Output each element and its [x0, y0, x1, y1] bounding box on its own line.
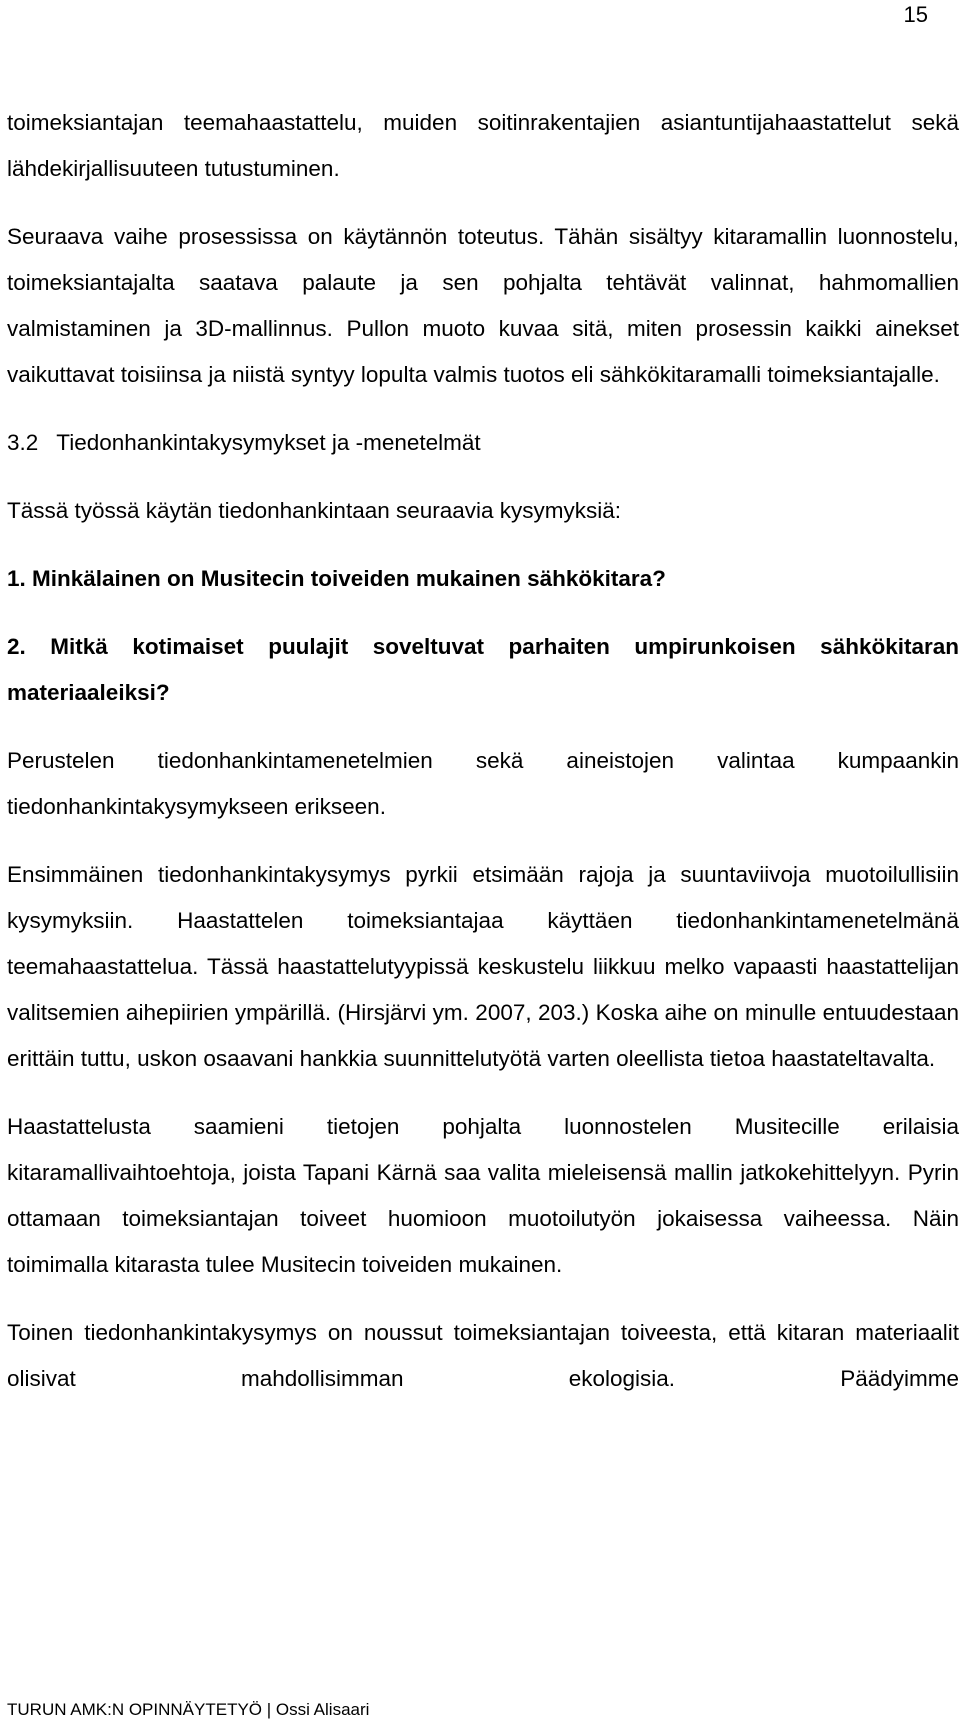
paragraph-first-question: Ensimmäinen tiedonhankintakysymys pyrkii etsimään rajoja ja suuntaviivoja muotoilullisiin kysymyksiin. Haastattelen toimeksiantajaa käyttäen tiedonhankintamenetelmänä teemahaastattelua. Tässä haastattelutyypissä keskustelu liikkuu melko vapaasti haastattelijan valitsemien aihepiirien ympärillä. (Hirsjärvi ym. 2007, 203.) Koska aihe on minulle entuudestaan erittäin tuttu, uskon osaavani hankkia suunnittelutyötä varten oleellista tietoa haastateltavalta.	[7, 862, 959, 1071]
paragraph-justification: Perustelen tiedonhankintamenetelmien sekä aineistojen valintaa kumpaankin tiedonhankintakysymykseen erikseen.	[7, 748, 959, 819]
research-question-1: 1. Minkälainen on Musitecin toiveiden mukainen sähkökitara?	[7, 566, 666, 591]
research-question-2: 2. Mitkä kotimaiset puulajit soveltuvat parhaiten umpirunkoisen sähkökitaran materiaaleiksi?	[7, 634, 959, 705]
paragraph-implementation: Seuraava vaihe prosessissa on käytännön toteutus. Tähän sisältyy kitaramallin luonnostelu, toimeksiantajalta saatava palaute ja sen pohjalta tehtävät valinnat, hahmomallien valmistaminen ja 3D-mallinnus. Pullon muoto kuvaa sitä, miten prosessin kaikki ainekset vaikuttavat toisiinsa ja niistä syntyy lopulta valmis tuotos eli sähkökitaramalli toimeksiantajalle.	[7, 224, 959, 387]
section-number: 3.2	[7, 430, 39, 455]
page-footer: TURUN AMK:N OPINNÄYTETYÖ | Ossi Alisaari	[7, 1700, 370, 1719]
section-heading	[7, 420, 959, 466]
document-body	[7, 100, 959, 1424]
paragraph-sketching: Haastattelusta saamieni tietojen pohjalta luonnostelen Musitecille erilaisia kitaramallivaihtoehtoja, joista Tapani Kärnä saa valita mieleisensä mallin jatkokehittelyyn. Pyrin ottamaan toimeksiantajan toiveet huomioon muotoilutyön jokaisessa vaiheessa. Näin toimimalla kitarasta tulee Musitecin toiveiden mukainen.	[7, 1114, 959, 1277]
page-number: 15	[903, 2, 928, 27]
paragraph-questions-intro: Tässä työssä käytän tiedonhankintaan seuraavia kysymyksiä:	[7, 498, 622, 523]
paragraph-second-question: Toinen tiedonhankintakysymys on noussut toimeksiantajan toiveesta, että kitaran materiaalit olisivat mahdollisimman ekologisia. Päädyimme	[7, 1320, 959, 1391]
section-title: Tiedonhankintakysymykset ja -menetelmät	[56, 430, 481, 455]
paragraph-intro-continuation: toimeksiantajan teemahaastattelu, muiden soitinrakentajien asiantuntijahaastattelut sekä lähdekirjallisuuteen tutustuminen.	[7, 110, 959, 181]
